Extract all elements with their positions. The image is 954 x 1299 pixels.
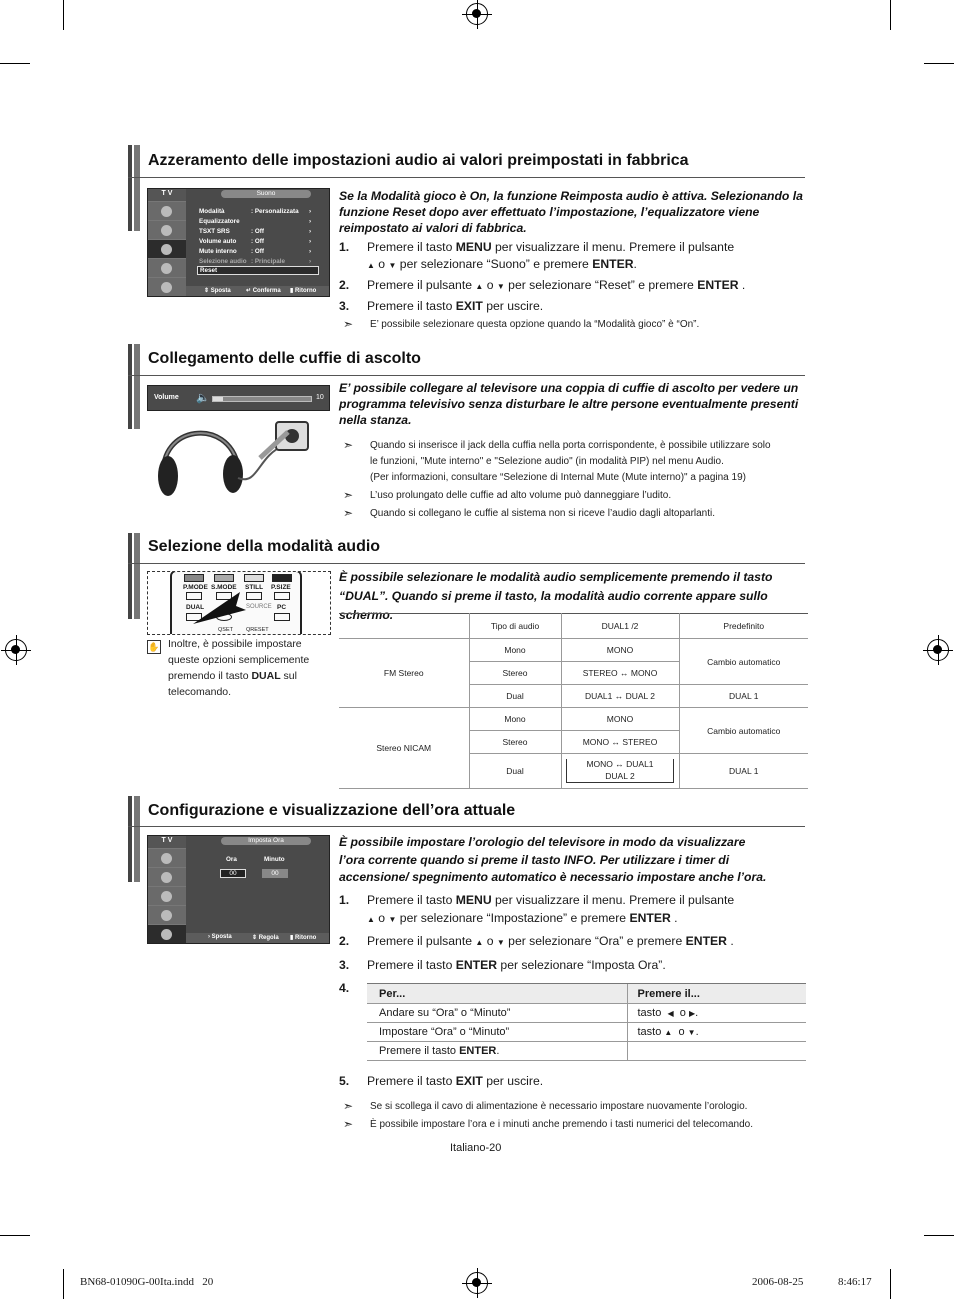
menu-row-value: : Principale	[251, 258, 285, 265]
menu-row-value: : Off	[251, 238, 264, 245]
table-cell: Dual	[469, 685, 561, 708]
table-cell: MONO ↔ STEREO	[561, 731, 679, 754]
minute-field: 00	[262, 869, 288, 878]
menu-row-label: Equalizzatore	[199, 218, 240, 225]
table-header: Per...	[367, 984, 627, 1004]
up-arrow-icon: ▲	[664, 1028, 673, 1037]
table-cell: DUAL 1	[679, 754, 808, 789]
note: ➣ E’ possibile selezionare questa opzione quando la “Modalità gioco” è “On”.	[343, 317, 700, 331]
note: ➣ Quando si collegano le cuffie al sistema non si riceve l’audio dagli altoparlanti.	[343, 506, 716, 520]
section-rule	[128, 375, 805, 376]
table-cell: Mono	[469, 639, 561, 662]
footer-enter: Conferma	[252, 288, 281, 294]
section-rule	[128, 826, 805, 827]
table-header: DUAL1 /2	[561, 614, 679, 639]
note: ➣ Quando si inserisce il jack della cuffia nella porta corrispondente, è possibile utilizzare solo le funzioni, "Mute interno" e "Selezione audio" (in modalità PIP) nel menu Audio. (Per informazioni, consultare “Selezione di Internal Mute (Mute interno)" a pagina 19)	[343, 438, 771, 483]
step: 5. Premere il tasto EXIT per uscire.	[339, 1074, 544, 1088]
sound-icon	[148, 867, 186, 886]
volume-value: 10	[316, 394, 324, 401]
table-cell: MONO	[561, 639, 679, 662]
footer-adjust: Regola	[258, 935, 279, 941]
menu-row-label: Selezione audio	[199, 258, 247, 265]
remote-control-illustration	[147, 571, 331, 635]
table-cell: DUAL 1	[679, 685, 808, 708]
setup-icon	[148, 905, 186, 924]
step: 4.	[339, 981, 350, 995]
section-title: Selezione della modalità audio	[148, 538, 381, 555]
footer-return: Ritorno	[294, 935, 317, 941]
audio-mode-table	[339, 613, 808, 789]
table-cell: Mono	[469, 708, 561, 731]
step: 3. Premere il tasto EXIT per uscire.	[339, 299, 544, 313]
per-table	[367, 983, 806, 1061]
crop-mark	[0, 1235, 30, 1236]
remote-button-label: P.SIZE	[271, 584, 291, 591]
table-cell	[627, 1042, 806, 1061]
section-title: Configurazione e visualizzazione dell’ora attuale	[148, 802, 516, 819]
picture-icon	[148, 201, 186, 220]
crop-mark	[63, 0, 64, 30]
remote-button-label: SOURCE	[246, 604, 272, 610]
table-cell: Cambio automatico	[679, 639, 808, 685]
tv-label: T V	[161, 837, 173, 844]
menu-row-value: : Off	[251, 228, 264, 235]
registration-mark-icon	[466, 1272, 488, 1294]
note-arrow-icon: ➣	[343, 438, 354, 452]
table-cell: tasto ▲ o ▼.	[627, 1023, 806, 1042]
section-intro: Se la Modalità gioco è On, la funzione Reimposta audio è attiva. Selezionando la funzione Reset dopo aver effettuato l’impostazione, l’equalizzatore viene reimpostato ai valori di fabbrica.	[339, 189, 803, 235]
crop-mark	[890, 1269, 891, 1299]
note-arrow-icon: ➣	[343, 488, 354, 502]
crop-mark	[0, 63, 30, 64]
section-bar	[128, 344, 140, 429]
section-intro: E’ possibile collegare al televisore una coppia di cuffie di ascolto per vedere un programma televisivo senza disturbare le altre persone eventualmente presenti nella stanza.	[339, 381, 799, 427]
table-header: Predefinito	[679, 614, 808, 639]
remote-button-label: PC	[277, 604, 287, 611]
volume-bar	[212, 396, 312, 402]
menu-row-selected: Reset	[197, 266, 319, 275]
table-cell: MONO	[561, 708, 679, 731]
section-rule	[128, 563, 805, 564]
section-intro: È possibile selezionare le modalità audio semplicemente premendo il tasto “DUAL”. Quando si preme il tasto, la modalità audio corrente appare sullo schermo.	[339, 570, 773, 622]
print-date: 2006-08-25	[752, 1276, 804, 1288]
input-icon	[148, 277, 186, 296]
step: 2. Premere il pulsante ▲ o ▼ per selezionare “Reset” e premere ENTER .	[339, 278, 746, 292]
hand-icon: ✋	[148, 642, 160, 652]
setup-icon	[148, 258, 186, 277]
menu-row-value: : Personalizzata	[251, 208, 299, 215]
table-cell: Dual	[469, 754, 561, 789]
step: 2. Premere il pulsante ▲ o ▼ per selezionare “Ora” e premere ENTER .	[339, 934, 734, 948]
page-number: Italiano-20	[450, 1142, 502, 1154]
footer-move: Sposta	[210, 288, 231, 294]
tv-label: T V	[161, 190, 173, 197]
channel-icon	[148, 886, 186, 905]
registration-mark-icon	[927, 639, 949, 661]
section-intro: È possibile impostare l’orologio del televisore in modo da visualizzare l’ora corrente quando si preme il tasto INFO. Per utilizzare i timer di accensione/ spegnimento automatico è necessario impostare anche l’ora.	[339, 835, 767, 884]
step: 3. Premere il tasto ENTER per selezionare “Imposta Ora”.	[339, 958, 666, 972]
speaker-icon: 🔈	[196, 392, 210, 404]
down-arrow-icon: ▼	[496, 938, 505, 947]
table-cell: Stereo NICAM	[339, 708, 469, 789]
minute-label: Minuto	[264, 856, 285, 863]
down-arrow-icon: ▼	[496, 282, 505, 291]
remote-button-label: P.MODE	[183, 584, 208, 591]
remote-reset-label: QRESET	[246, 627, 269, 633]
registration-mark-icon	[5, 639, 27, 661]
table-header	[339, 614, 469, 639]
hour-field: 00	[220, 869, 246, 878]
down-arrow-icon: ▼	[388, 915, 397, 924]
note-arrow-icon: ➣	[343, 1099, 354, 1113]
remote-button-label: STILL	[245, 584, 264, 591]
registration-mark-icon	[466, 3, 488, 25]
menu-row-label: Volume auto	[199, 238, 237, 245]
table-cell: DUAL1 ↔ DUAL 2	[561, 685, 679, 708]
side-note: Inoltre, è possibile impostare queste opzioni semplicemente premendo il tasto DUAL sul telecomando.	[168, 638, 310, 698]
section-bar	[128, 533, 140, 619]
table-header: Premere il...	[627, 984, 806, 1004]
channel-icon	[148, 239, 186, 258]
menu-row-label: Modalità	[199, 208, 225, 215]
up-arrow-icon: ▲	[367, 915, 375, 924]
crop-mark	[890, 0, 891, 30]
menu-row-label: TSXT SRS	[199, 228, 230, 235]
headphones-icon	[148, 416, 318, 502]
table-cell: FM Stereo	[339, 639, 469, 708]
picture-icon	[148, 848, 186, 867]
print-file-name: BN68-01090G-00Ita.indd 20	[80, 1276, 214, 1288]
volume-osd	[147, 385, 330, 411]
remote-button-label: DUAL	[186, 604, 205, 611]
hour-label: Ora	[226, 856, 237, 863]
crop-mark	[924, 63, 954, 64]
table-cell: STEREO ↔ MONO	[561, 662, 679, 685]
step: 1. Premere il tasto MENU per visualizzare il menu. Premere il pulsante ▲ o ▼ per selezionare “Impostazione” e premere ENTER .	[339, 893, 735, 925]
input-icon	[148, 924, 186, 943]
section-title: Collegamento delle cuffie di ascolto	[148, 350, 421, 367]
table-cell: Andare su “Ora” o “Minuto”	[367, 1004, 627, 1023]
section-rule	[128, 177, 805, 178]
table-header: Tipo di audio	[469, 614, 561, 639]
table-cell: Impostare “Ora” o “Minuto”	[367, 1023, 627, 1042]
volume-label: Volume	[154, 394, 179, 401]
footer-return: Ritorno	[294, 288, 317, 294]
down-arrow-icon: ▼	[388, 261, 397, 270]
menu-row-label: Mute interno	[199, 248, 237, 255]
footer-move: Sposta	[211, 934, 232, 940]
note: ➣ Se si scollega il cavo di alimentazione è necessario impostare nuovamente l’orologio.	[343, 1099, 748, 1113]
time-menu-screen: T V Imposta Ora Ora Minuto 00 00 › Sposta ⇕ Regola ▮ Ritorno	[147, 835, 330, 944]
note: ➣ L’uso prolungato delle cuffie ad alto volume può danneggiare l’udito.	[343, 488, 672, 502]
section-bar	[128, 145, 140, 231]
pointer-arrow-icon	[188, 588, 248, 628]
crop-mark	[63, 1269, 64, 1299]
remote-button-label: S.MODE	[211, 584, 237, 591]
print-time: 8:46:17	[838, 1276, 872, 1288]
menu-header: Suono	[221, 190, 311, 198]
up-arrow-icon: ▲	[475, 282, 484, 291]
section-title: Azzeramento delle impostazioni audio ai valori preimpostati in fabbrica	[148, 152, 689, 169]
table-cell: Stereo	[469, 731, 561, 754]
up-arrow-icon: ▲	[367, 261, 375, 270]
menu-header: Imposta Ora	[221, 837, 311, 845]
section-bar	[128, 796, 140, 882]
note-arrow-icon: ➣	[343, 506, 354, 520]
table-cell: Stereo	[469, 662, 561, 685]
table-cell: Cambio automatico	[679, 708, 808, 754]
table-cell: Premere il tasto ENTER.	[367, 1042, 627, 1061]
note: ➣ È possibile impostare l’ora e i minuti anche premendo i tasti numerici del telecomando.	[343, 1117, 753, 1131]
crop-mark	[924, 1235, 954, 1236]
right-arrow-icon: ▶	[688, 1009, 696, 1018]
up-arrow-icon: ▲	[475, 938, 484, 947]
note-arrow-icon: ➣	[343, 1117, 354, 1131]
step: 1. Premere il tasto MENU per visualizzare il menu. Premere il pulsante ▲ o ▼ per selezionare “Suono” e premere ENTER.	[339, 240, 735, 271]
sound-menu-screen: T V Suono Modalità : Personalizzata › Equalizzatore › TSXT SRS : Off › Volume auto : Off › Mute interno : Off › Selezione audio : Principale › Reset ⇕ Sposta ↵ Conferma ▮ Ritorno	[147, 188, 330, 297]
note-arrow-icon: ➣	[343, 317, 354, 331]
table-cell-cycle: MONO ↔ DUAL1 DUAL 2	[561, 754, 679, 789]
remote-set-label: QSET	[218, 627, 233, 633]
down-arrow-icon: ▼	[687, 1028, 696, 1037]
menu-row-value: : Off	[251, 248, 264, 255]
table-cell: tasto ◀ o ▶.	[627, 1004, 806, 1023]
sound-icon	[148, 220, 186, 239]
left-arrow-icon: ◀	[667, 1009, 674, 1018]
